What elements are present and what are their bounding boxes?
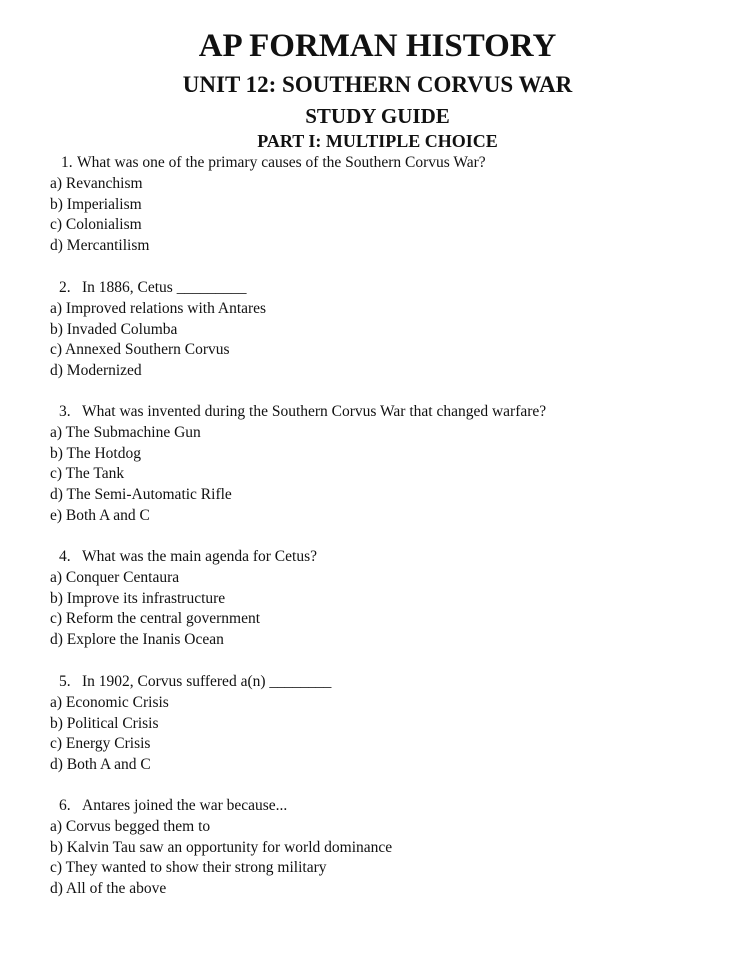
question-text — [0, 402, 755, 423]
answer-option: d) The Semi-Automatic Rifle — [50, 486, 232, 504]
answer-option: b) The Hotdog — [50, 444, 141, 462]
answer-option: c) Colonialism — [50, 216, 142, 234]
question-number: 6. — [59, 797, 71, 814]
answer-option: b) Kalvin Tau saw an opportunity for world dominance — [50, 838, 393, 856]
question-prompt: What was the main agenda for Cetus? — [82, 548, 317, 565]
answer-option: e) Both A and C — [50, 506, 150, 524]
answer-option: d) Explore the Inanis Ocean — [50, 631, 224, 649]
question-text — [0, 796, 755, 817]
answer-option: a) Revanchism — [50, 174, 143, 192]
answer-option: a) The Submachine Gun — [50, 423, 201, 441]
answer-option: a) Economic Crisis — [50, 693, 169, 711]
unit-heading: UNIT 12: SOUTHERN CORVUS WAR — [182, 72, 573, 97]
question-3 — [0, 402, 755, 527]
question-prompt: Antares joined the war because... — [82, 797, 288, 814]
document-title: AP FORMAN HISTORY — [198, 28, 557, 64]
answer-option: b) Improve its infrastructure — [50, 589, 226, 607]
part-heading: PART I: MULTIPLE CHOICE — [257, 131, 498, 151]
question-prompt: In 1886, Cetus _________ — [82, 279, 247, 296]
answer-option: a) Corvus begged them to — [50, 817, 211, 835]
study-guide-heading: STUDY GUIDE — [305, 104, 450, 128]
question-number: 2. — [59, 279, 71, 296]
question-prompt: In 1902, Corvus suffered a(n) ________ — [82, 673, 332, 690]
question-5 — [0, 672, 755, 776]
answer-option: d) Mercantilism — [50, 237, 150, 255]
question-6 — [0, 796, 755, 900]
answer-option: b) Political Crisis — [50, 714, 159, 732]
question-prompt: What was one of the primary causes of the Southern Corvus War? — [77, 154, 486, 171]
answer-option: a) Improved relations with Antares — [50, 299, 267, 317]
question-number: 4. — [59, 548, 71, 565]
question-2 — [0, 278, 755, 382]
answer-option: d) Modernized — [50, 362, 142, 380]
question-4 — [0, 547, 755, 651]
answer-option: b) Invaded Columba — [50, 320, 178, 338]
question-1 — [0, 153, 755, 257]
question-text — [0, 153, 755, 174]
answer-option: c) Annexed Southern Corvus — [50, 341, 230, 359]
answer-option: a) Conquer Centaura — [50, 568, 180, 586]
answer-option: d) Both A and C — [50, 756, 151, 774]
answer-option: b) Imperialism — [50, 195, 142, 213]
question-number: 5. — [59, 673, 71, 690]
answer-option: c) The Tank — [50, 465, 125, 483]
question-text — [0, 278, 755, 299]
question-prompt: What was invented during the Southern Corvus War that changed warfare? — [82, 403, 547, 420]
question-text — [0, 547, 755, 568]
answer-option: c) Reform the central government — [50, 610, 261, 628]
answer-option: d) All of the above — [50, 880, 167, 898]
answer-option: c) They wanted to show their strong military — [50, 859, 327, 877]
question-number: 3. — [59, 403, 71, 420]
question-text — [0, 672, 755, 693]
answer-option: c) Energy Crisis — [50, 735, 151, 753]
question-number: 1. — [61, 154, 73, 171]
